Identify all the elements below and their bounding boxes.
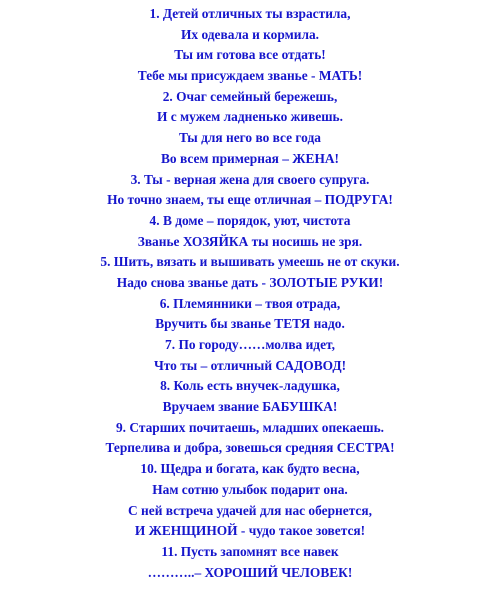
poem-line: Что ты – отличный САДОВОД! (153, 357, 347, 373)
poem-line: 2. Очаг семейный бережешь, (162, 88, 338, 104)
poem-line: 8. Коль есть внучек-ладушка, (160, 378, 340, 394)
poem-line: Их одевала и кормила. (180, 26, 320, 42)
poem-line: Терпелива и добра, зовешься средняя СЕСТРА! (105, 440, 395, 456)
poem-line: Но точно знаем, ты еще отличная – ПОДРУГА! (107, 192, 393, 208)
poem-line: Надо снова званье дать - ЗОЛОТЫЕ РУКИ! (116, 274, 384, 290)
poem-line: ………..– ХОРОШИЙ ЧЕЛОВЕК! (147, 564, 353, 580)
poem-text (0, 4, 500, 583)
poem-line: 9. Старших почитаешь, младших опекаешь. (115, 419, 385, 435)
poem-line: И с мужем ладненько живешь. (157, 109, 343, 125)
poem-line: 11. Пусть запомнят все навек (161, 543, 339, 559)
poem-line: И ЖЕНЩИНОЙ - чудо такое зовется! (134, 523, 366, 539)
poem-line: С ней встреча удачей для нас обернется, (128, 502, 372, 518)
poem-line: 1. Детей отличных ты взрастила, (149, 6, 351, 21)
poem-line: Ты для него во все года (179, 130, 321, 146)
poem-line: Вручаем звание БАБУШКА! (162, 399, 338, 415)
poem-line: 4. В доме – порядок, уют, чистота (149, 212, 351, 228)
poem-line: Тебе мы присуждаем званье - МАТЬ! (137, 68, 363, 84)
poem-line: 6. Племянники – твоя отрада, (159, 295, 341, 311)
poem-line: 7. По городу……молва идет, (165, 337, 335, 352)
poem-line: 3. Ты - верная жена для своего супруга. (130, 171, 370, 187)
poem-line: Ты им готова все отдать! (174, 47, 326, 63)
poem-line: 5. Шить, вязать и вышивать умеешь не от скуки. (100, 254, 400, 270)
poem-line: 10. Щедра и богата, как будто весна, (140, 461, 360, 477)
poem-line: Во всем примерная – ЖЕНА! (160, 150, 340, 166)
poem-line: Званье ХОЗЯЙКА ты носишь не зря. (137, 233, 363, 249)
poem-line: Нам сотню улыбок подарит она. (152, 481, 348, 497)
poem-line: Вручить бы званье ТЕТЯ надо. (155, 316, 345, 332)
